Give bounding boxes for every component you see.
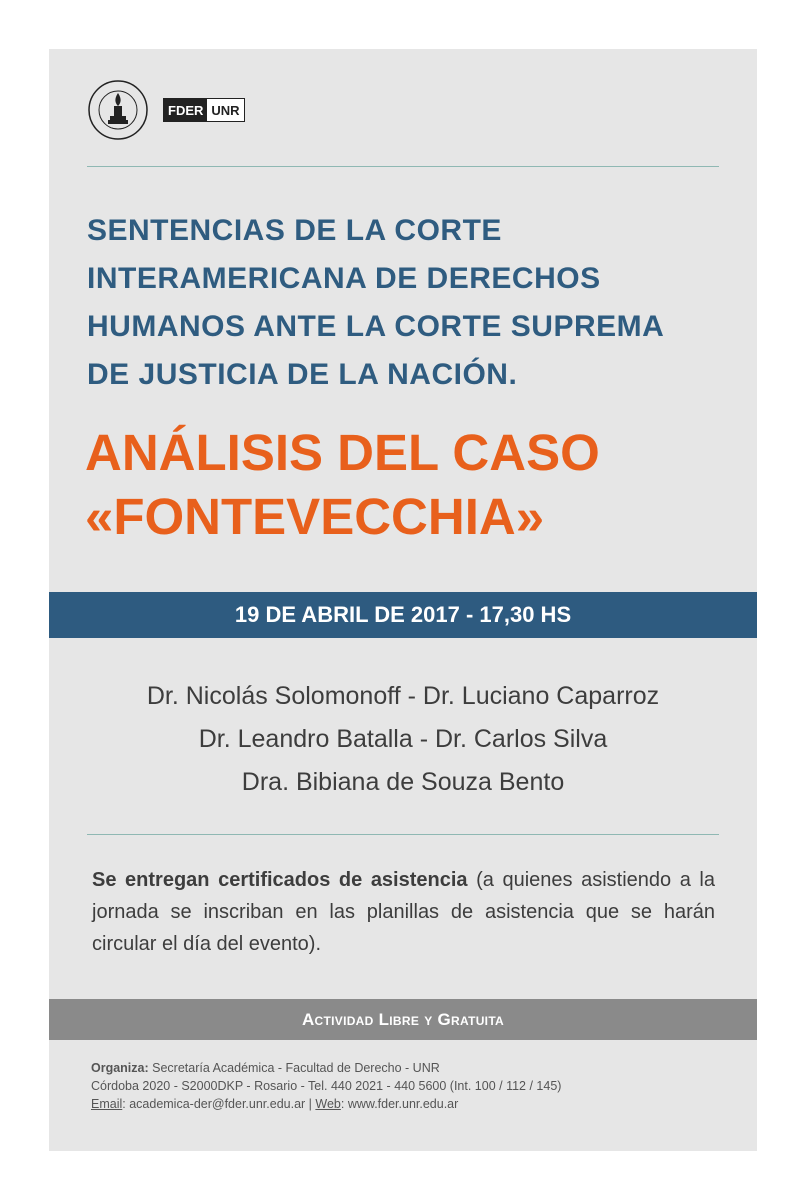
speakers-line: Dr. Nicolás Solomonoff - Dr. Luciano Caparroz <box>146 682 660 710</box>
divider-top <box>87 166 719 167</box>
organiza-value: Secretaría Académica - Facultad de Derecho - UNR <box>148 1061 440 1075</box>
speakers-list <box>49 675 757 804</box>
certificate-rest: (a quienes asistiendo a la jornada se inscriban en las planillas de asistencia que se harán circular el día del evento). <box>92 869 715 955</box>
title-line: DE JUSTICIA DE LA NACIÓN. <box>87 358 518 391</box>
speakers-line: Dra. Bibiana de Souza Bento <box>241 768 565 796</box>
email-label: Email <box>91 1097 123 1111</box>
speakers-line: Dr. Leandro Batalla - Dr. Carlos Silva <box>198 725 608 753</box>
footer-info <box>91 1059 731 1113</box>
divider-middle <box>87 834 719 835</box>
web-label: Web <box>315 1097 341 1111</box>
fder-logo-left: FDER <box>164 99 207 121</box>
organiza-label: Organiza: <box>91 1061 149 1075</box>
case-title-line: ANÁLISIS DEL CASO <box>85 424 600 481</box>
footer-address: Córdoba 2020 - S2000DKP - Rosario - Tel. 440 2021 - 440 5600 (Int. 100 / 112 / 145) <box>91 1079 562 1093</box>
free-activity-banner: Actividad Libre y Gratuita <box>49 999 757 1040</box>
case-title <box>85 421 745 549</box>
certificate-bold: Se entregan certificados de asistencia <box>92 869 468 891</box>
fder-logo-right: UNR <box>207 99 243 121</box>
footer-contact <box>91 1095 731 1113</box>
case-title-line: «FONTEVECCHIA» <box>85 488 545 545</box>
title-line: SENTENCIAS DE LA CORTE <box>87 214 502 247</box>
university-seal-icon <box>87 79 149 141</box>
poster <box>49 49 757 1151</box>
web-value[interactable]: : www.fder.unr.edu.ar <box>340 1097 459 1111</box>
header-logos <box>87 79 245 141</box>
date-banner: 19 DE ABRIL DE 2017 - 17,30 HS <box>49 592 757 638</box>
title-line: HUMANOS ANTE LA CORTE SUPREMA <box>87 310 665 343</box>
fder-unr-logo <box>163 98 245 122</box>
footer-organiza <box>91 1059 731 1077</box>
title-line: INTERAMERICANA DE DERECHOS <box>87 262 601 295</box>
email-value[interactable]: : academica-der@fder.unr.edu.ar | <box>122 1097 316 1111</box>
event-title <box>87 207 727 399</box>
certificate-notice <box>92 864 715 960</box>
